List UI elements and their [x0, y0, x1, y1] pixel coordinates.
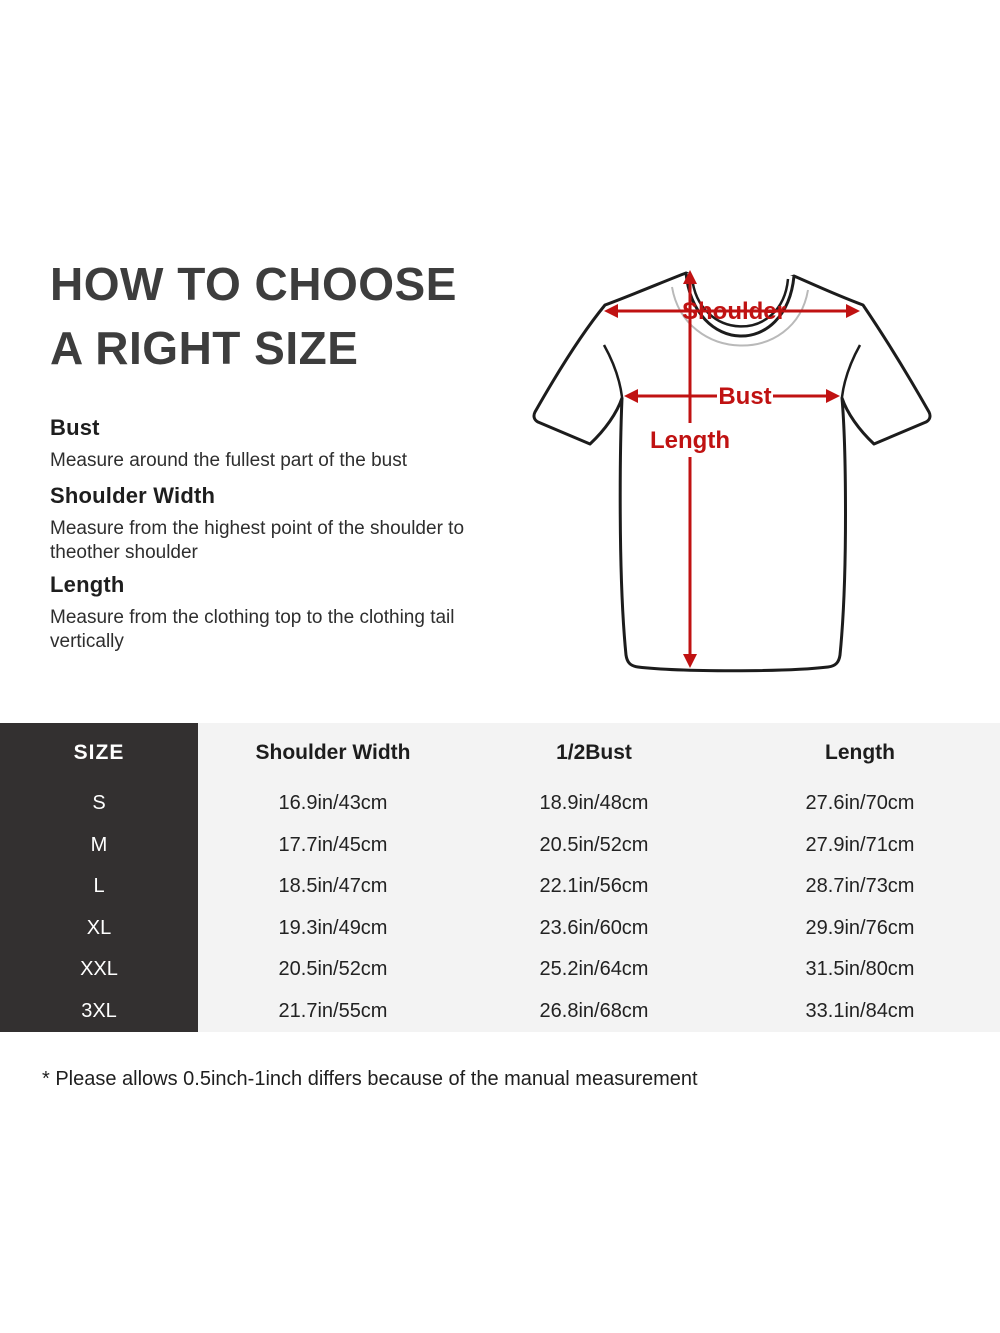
page-title-line1: HOW TO CHOOSE [50, 258, 457, 310]
length-cell: 28.7in/73cm [805, 875, 915, 898]
table-header-row [0, 723, 1000, 783]
table-row-xl [0, 908, 1000, 950]
bust-cell: 26.8in/68cm [539, 999, 649, 1022]
length-cell: 31.5in/80cm [805, 958, 915, 981]
bust-cell: 18.9in/48cm [539, 792, 649, 815]
page-title-line2: A RIGHT SIZE [50, 322, 359, 374]
header-half-bust: 1/2Bust [556, 741, 632, 764]
header-shoulder-width: Shoulder Width [255, 741, 411, 764]
length-cell: 33.1in/84cm [805, 999, 915, 1022]
section-bust [50, 415, 480, 473]
bust-cell: 20.5in/52cm [539, 833, 649, 856]
table-row-s [0, 783, 1000, 825]
section-bust-title: Bust [50, 415, 100, 440]
section-length-title: Length [50, 572, 125, 597]
length-cell: 27.6in/70cm [805, 792, 915, 815]
shoulder-cell: 21.7in/55cm [278, 999, 388, 1022]
tshirt-measurement-diagram [520, 245, 940, 685]
length-cell: 29.9in/76cm [805, 916, 915, 939]
table-row-xxl [0, 949, 1000, 991]
section-shoulder-width [50, 483, 480, 565]
length-arrow-label: Length [650, 427, 730, 454]
size-cell: XXL [0, 949, 198, 991]
shoulder-cell: 18.5in/47cm [278, 875, 388, 898]
header-length: Length [825, 741, 895, 764]
size-cell: M [0, 825, 198, 867]
section-bust-desc: Measure around the fullest part of the bust [50, 450, 407, 471]
bust-arrow-label: Bust [718, 383, 772, 410]
size-table [0, 723, 1000, 1032]
section-length [50, 572, 480, 654]
table-row-m [0, 825, 1000, 867]
size-cell: L [0, 866, 198, 908]
size-cell: S [0, 783, 198, 825]
header-size: SIZE [0, 723, 198, 783]
shoulder-cell: 17.7in/45cm [278, 833, 388, 856]
table-row-3xl [0, 991, 1000, 1033]
tshirt-diagram-svg [520, 245, 940, 685]
size-cell: 3XL [0, 991, 198, 1033]
length-cell: 27.9in/71cm [805, 833, 915, 856]
page-title [50, 252, 457, 380]
section-shoulder-width-title: Shoulder Width [50, 483, 216, 508]
shoulder-cell: 20.5in/52cm [278, 958, 388, 981]
bust-cell: 25.2in/64cm [539, 958, 649, 981]
shoulder-arrow-label: Shoulder [681, 298, 787, 325]
table-row-l [0, 866, 1000, 908]
section-length-desc: Measure from the clothing top to the clothing tail vertically [50, 607, 455, 652]
size-cell: XL [0, 908, 198, 950]
shoulder-cell: 16.9in/43cm [278, 792, 388, 815]
measurement-disclaimer: * Please allows 0.5inch-1inch differs because of the manual measurement [42, 1068, 698, 1090]
bust-cell: 22.1in/56cm [539, 875, 649, 898]
section-shoulder-width-desc: Measure from the highest point of the shoulder to theother shoulder [50, 518, 465, 563]
shoulder-cell: 19.3in/49cm [278, 916, 388, 939]
bust-cell: 23.6in/60cm [539, 916, 649, 939]
